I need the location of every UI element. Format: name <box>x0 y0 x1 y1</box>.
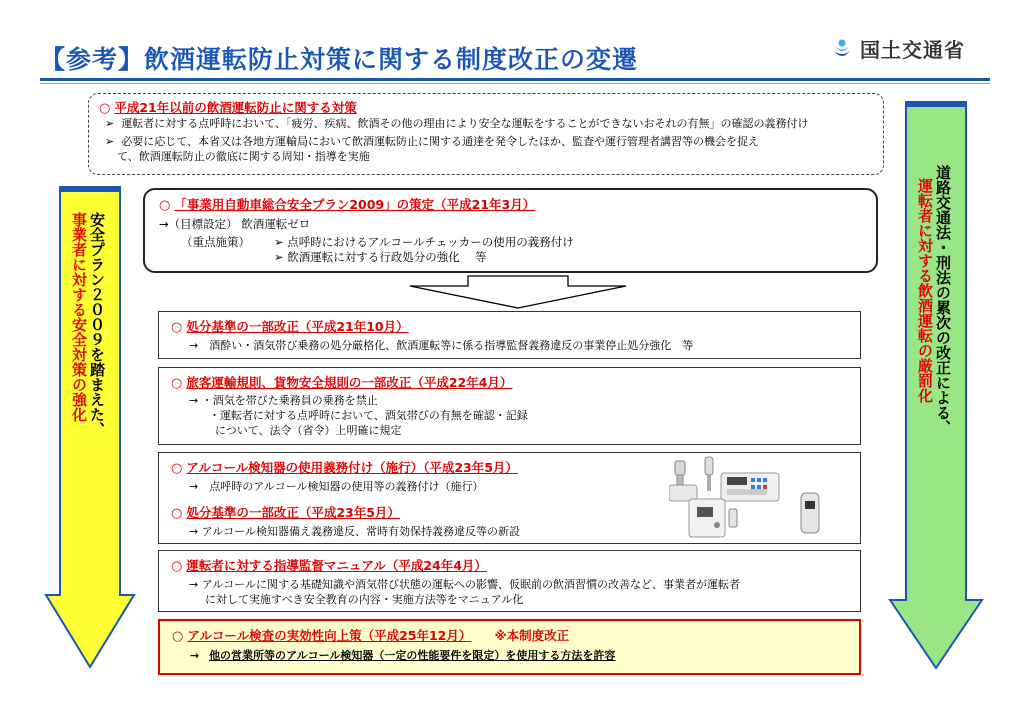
circle-marker-icon: ○ <box>171 461 183 476</box>
measures-label: （重点施策） <box>181 235 250 249</box>
pre-h21-bullet-2-cont: て、飲酒運転防止の徹底に関する周知・指導を実施 <box>117 150 370 163</box>
pre-h21-box <box>88 93 884 175</box>
reform-line: → 酒酔い・酒気帯び乗務の処分厳格化、飲酒運転等に係る指導監督義務違反の事業停止処分強化 等 <box>189 339 694 352</box>
mlit-logo <box>830 34 965 63</box>
reform-box-h24-4 <box>158 550 861 612</box>
current-reform-note: ※本制度改正 <box>494 628 570 643</box>
reform-line: → ・酒気を帯びた乗務員の乗務を禁止 <box>189 394 378 407</box>
pre-h21-bullet-2: 必要に応じて、本省又は各地方運輸局において飲酒運転防止に関する通達を発令したほか、監査や運行管理者講習等の機会を捉え <box>121 135 759 148</box>
title-underline <box>40 78 990 81</box>
reform-box-h21-10 <box>158 311 861 359</box>
reform-box-h23-5 <box>158 452 861 544</box>
mlit-emblem-icon <box>830 37 854 61</box>
reform-line: について、法令（省令）上明確に規定 <box>215 424 402 437</box>
bullet-arrow-icon: ➢ <box>274 235 288 249</box>
reform-line: 他の営業所等のアルコール検知器（一定の性能要件を限定）を使用する方法を許容 <box>209 649 616 662</box>
reform-line: ・運転者に対する点呼時において、酒気帯びの有無を確認・記録 <box>209 409 528 422</box>
circle-marker-icon: ○ <box>99 101 111 116</box>
circle-marker-icon: ○ <box>171 559 183 574</box>
left-arrow-text-1: 安全プラン２００９を踏まえた、 <box>88 212 106 437</box>
reform-heading: 処分基準の一部改正（平成21年10月） <box>186 319 409 334</box>
hollow-down-arrow-icon <box>408 275 628 309</box>
breathalyzer-devices-illustration <box>669 455 829 541</box>
circle-marker-icon: ○ <box>159 198 171 213</box>
reform-arrow: → <box>190 649 200 662</box>
reform-line: → アルコール検知器備え義務違反、常時有効保持義務違反等の新設 <box>189 525 521 538</box>
target-value: 飲酒運転ゼロ <box>241 217 311 231</box>
measure-2: 飲酒運転に対する行政処分の強化 等 <box>287 250 487 264</box>
reform-box-h22-4 <box>158 367 861 445</box>
circle-marker-icon: ○ <box>171 376 183 391</box>
plan2009-box <box>143 188 878 273</box>
page-title: 【参考】飲酒運転防止対策に関する制度改正の変遷 <box>40 45 639 74</box>
reform-heading: 旅客運輸規則、貨物安全規則の一部改正（平成22年4月） <box>186 375 513 390</box>
pre-h21-bullet-1: 運転者に対する点呼時において、「疲労、疾病、飲酒その他の理由により安全な運転をすることができないおそれの有無」の確認の義務付け <box>121 117 809 130</box>
left-arrow-text-2: 事業者に対する安全対策の強化 <box>70 212 88 422</box>
reform-heading-2: 処分基準の一部改正（平成23年5月） <box>186 505 400 520</box>
circle-marker-icon: ○ <box>172 629 184 644</box>
reform-heading: 運転者に対する指導監督マニュアル（平成24年4月） <box>186 558 487 573</box>
bullet-arrow-icon: ➢ <box>105 135 122 148</box>
pre-h21-heading: 平成21年以前の飲酒運転防止に関する対策 <box>114 100 357 115</box>
circle-marker-icon: ○ <box>171 506 183 521</box>
reform-heading: アルコール検査の実効性向上策（平成25年12月） <box>187 628 472 643</box>
reform-box-h25-12 <box>158 619 861 675</box>
bullet-arrow-icon: ➢ <box>274 250 288 264</box>
reform-line: → 点呼時のアルコール検知器の使用等の義務付け（施行） <box>189 480 484 493</box>
right-arrow-text-1: 道路交通法・刑法の累次の改正による、 <box>934 165 952 435</box>
logo-text: 国土交通省 <box>860 38 965 62</box>
reform-heading: アルコール検知器の使用義務付け（施行）（平成23年5月） <box>186 460 518 475</box>
reform-line: → アルコールに関する基礎知識や酒気帯び状態の運転への影響、仮眠前の飲酒習慣の改善など、事業者が運転者 <box>189 578 741 591</box>
bullet-arrow-icon: ➢ <box>105 117 122 130</box>
reform-line: に対して実施すべき安全教育の内容・実施方法等をマニュアル化 <box>205 593 524 606</box>
measure-1: 点呼時におけるアルコールチェッカーの使用の義務付け <box>287 235 574 249</box>
target-label: →（目標設定） <box>159 217 238 231</box>
circle-marker-icon: ○ <box>171 320 183 335</box>
right-arrow-text-2: 運転者に対する飲酒運転の厳罰化 <box>916 178 934 403</box>
title-underline-thin <box>40 83 990 84</box>
plan2009-heading: 「事業用自動車総合安全プラン2009」の策定（平成21年3月） <box>174 197 536 212</box>
